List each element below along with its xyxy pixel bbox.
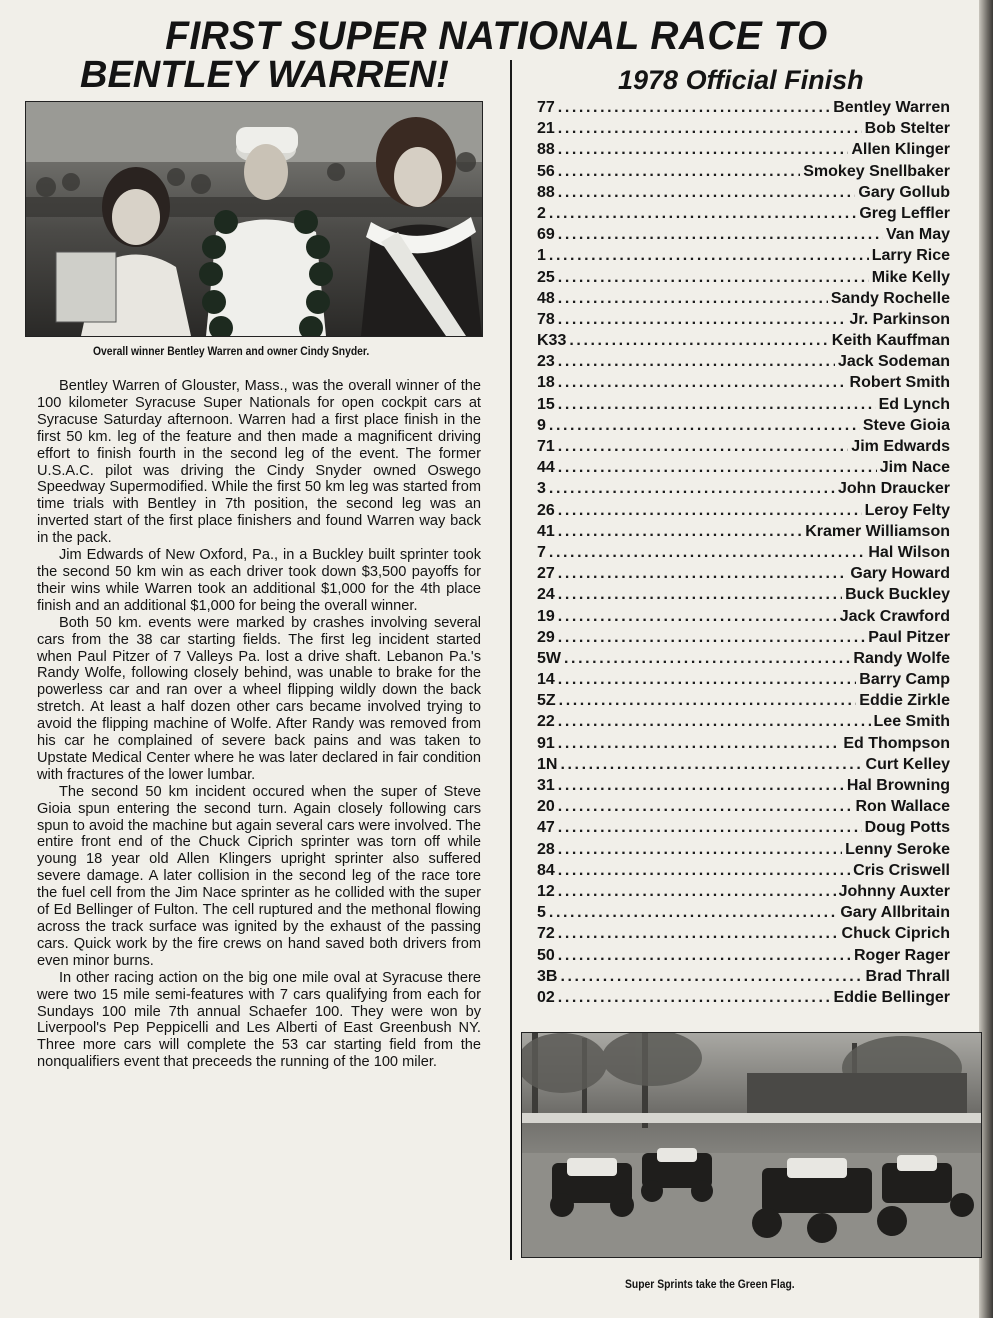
article-paragraph: Both 50 km. events were marked by crashes involving several cars from the 38 car starting fields. The first leg incident started when Paul Pitzer of 7 Valleys Pa. lost a drive shaft. Lebanon Pa.'s Randy Wolfe, following closely behind, was unable to brake for the powerless car and ran over a wheel flipping wildly down the back stretch. At least a half dozen other cars became involved trying to avoid the flipping machine of Wolfe. After Randy was removed from his car he complained of severe back pains and was taken to Upstate Medical Center where he was later declared in fair condition with fractures of the lower lumbar. — [37, 614, 481, 783]
driver-name: Jim Edwards — [851, 438, 950, 455]
dot-leader — [569, 330, 828, 351]
dot-leader — [560, 966, 862, 987]
car-number: 22 — [537, 713, 555, 731]
finish-entry — [537, 733, 950, 754]
dot-leader — [559, 690, 857, 711]
dot-leader — [558, 817, 862, 838]
car-number: 84 — [537, 861, 555, 879]
dot-leader — [549, 415, 860, 436]
dot-leader — [558, 118, 862, 139]
driver-name: Smokey Snellbaker — [803, 162, 950, 180]
finish-entry — [537, 860, 950, 881]
dot-leader — [558, 224, 883, 245]
finish-entry — [537, 245, 950, 266]
finish-entry — [537, 330, 950, 351]
driver-name: Van May — [885, 226, 950, 244]
finish-entry — [537, 563, 950, 584]
driver-name: Kramer Williamson — [805, 522, 950, 540]
driver-name: Cris Criswell — [853, 861, 950, 879]
car-number: 50 — [537, 946, 555, 964]
finish-entry — [537, 372, 950, 393]
finish-entry — [537, 775, 950, 796]
car-number: 23 — [537, 353, 555, 371]
car-number: 27 — [537, 565, 555, 583]
finish-entry — [537, 923, 950, 944]
finish-entry — [537, 839, 950, 860]
dot-leader — [558, 945, 851, 966]
finish-entry — [537, 500, 950, 521]
car-number: 29 — [537, 628, 555, 646]
finish-entry — [537, 288, 950, 309]
driver-name: Buck Buckley — [845, 586, 950, 604]
dot-leader — [560, 754, 862, 775]
finish-entry — [537, 139, 950, 160]
car-number: 31 — [537, 777, 555, 794]
car-number: 1 — [537, 247, 546, 265]
driver-name: John Draucker — [837, 480, 950, 498]
finish-entry — [537, 817, 950, 838]
article-paragraph: Bentley Warren of Glouster, Mass., was the overall winner of the 100 kilometer Syracuse Super Nationals for open cockpit cars at Syracuse Saturday afternoon. Warren had a first place finish in the first 50 km. leg of the feature and then made a magnificent driving effort to finish fourth in the second leg of the event. The former U.S.A.C. pilot was driving the Cindy Snyder owned Oswego Speedway Supermodified. While the first 50 km leg was started from time trials with Bentley in 7th position, the second leg was an inverted start of the first place finishers and found Warren way back in the pack. — [37, 378, 481, 547]
car-number: 3 — [537, 480, 546, 498]
car-number: 14 — [537, 671, 555, 689]
dot-leader — [558, 97, 830, 118]
car-number: 18 — [537, 374, 555, 392]
driver-name: Hal Wilson — [868, 543, 950, 561]
car-number: 47 — [537, 819, 555, 837]
finish-entry — [537, 394, 950, 415]
car-number: 5Z — [537, 692, 556, 710]
dot-leader — [558, 860, 850, 881]
car-number: 15 — [537, 395, 555, 413]
dot-leader — [558, 881, 836, 902]
dot-leader — [558, 584, 842, 605]
car-number: 26 — [537, 501, 555, 519]
finish-entry — [537, 669, 950, 690]
car-number: 71 — [537, 438, 555, 455]
finish-entry — [537, 267, 950, 288]
finish-entry — [537, 902, 950, 923]
dot-leader — [558, 182, 856, 203]
car-number: 1N — [537, 755, 558, 773]
dot-leader — [558, 796, 853, 817]
driver-name: Eddie Zirkle — [859, 692, 950, 710]
car-number: 78 — [537, 310, 555, 328]
driver-name: Ed Lynch — [878, 395, 950, 413]
article-paragraph: The second 50 km incident occured when the super of Steve Gioia spun entering the second turn. Again closely following cars spun to avoid the machine but again several cars were involved. The entire front end of the Chuck Ciprich sprinter was torn off while young 18 year old Allen Klingers upright sprinter also suffered severe damage. A later collision in the second leg of the race tore the fuel cell from the Jim Nace sprinter as he collided with the super of Ed Bellinger of Fulton. The cell ruptured and the methonal flowing across the track surface was ignited by the exhaust of the passing cars. Quick work by the fire crews on hand saved both drivers from even minor burns. — [37, 783, 481, 969]
driver-name: Mike Kelly — [871, 268, 950, 286]
car-number: 88 — [537, 141, 555, 159]
finish-entry — [537, 945, 950, 966]
driver-name: Jack Sodeman — [837, 353, 950, 371]
driver-name: Keith Kauffman — [831, 332, 950, 350]
driver-name: Ed Thompson — [843, 734, 950, 752]
driver-name: Steve Gioia — [862, 416, 950, 434]
dot-leader — [558, 775, 844, 796]
car-number: 5W — [537, 649, 561, 667]
driver-name: Gary Gollub — [858, 183, 950, 201]
car-number: 69 — [537, 226, 555, 244]
driver-name: Chuck Ciprich — [841, 925, 950, 943]
car-number: 9 — [537, 416, 546, 434]
finish-entry — [537, 97, 950, 118]
article-paragraph: In other racing action on the big one mile oval at Syracuse there were two 15 mile semi-features with 7 cars qualifying from each for Sundays 100 mile 7th annual Schaefer 100. They were won by Liverpool's Pep Peppicelli and Les Alberti of East Greenbush NY. Three more cars will complete the 53 car starting field from the nonqualifiers event that preceeds the running of the 100 miler. — [37, 969, 481, 1071]
car-number: 19 — [537, 607, 555, 625]
dot-leader — [558, 372, 847, 393]
car-number: 72 — [537, 925, 555, 943]
car-number: 24 — [537, 586, 555, 604]
car-number: 48 — [537, 289, 555, 307]
dot-leader — [549, 245, 869, 266]
car-number: 3B — [537, 967, 558, 985]
car-number: 56 — [537, 162, 555, 180]
dot-leader — [558, 987, 831, 1008]
finish-entry — [537, 351, 950, 372]
official-finish-list — [537, 97, 950, 1008]
dot-leader — [558, 309, 847, 330]
finish-entry — [537, 966, 950, 987]
dot-leader — [558, 563, 848, 584]
car-number: 44 — [537, 459, 555, 477]
dot-leader — [549, 203, 856, 224]
finish-entry — [537, 754, 950, 775]
driver-name: Bob Stelter — [864, 120, 950, 138]
finish-entry — [537, 478, 950, 499]
driver-name: Jr. Parkinson — [849, 310, 950, 328]
race-start-photo-illustration — [522, 1033, 981, 1257]
driver-name: Hal Browning — [846, 777, 950, 794]
dot-leader — [558, 627, 865, 648]
dot-leader — [558, 923, 839, 944]
driver-name: Gary Howard — [850, 565, 950, 583]
car-number: K33 — [537, 332, 567, 350]
driver-name: Paul Pitzer — [868, 628, 950, 646]
finish-entry — [537, 161, 950, 182]
finish-entry — [537, 987, 950, 1008]
car-number: 41 — [537, 522, 555, 540]
finish-entry — [537, 711, 950, 732]
finish-entry — [537, 648, 950, 669]
dot-leader — [564, 648, 850, 669]
finish-entry — [537, 224, 950, 245]
dot-leader — [558, 733, 841, 754]
finish-entry — [537, 584, 950, 605]
driver-name: Randy Wolfe — [853, 649, 950, 667]
finish-entry — [537, 309, 950, 330]
dot-leader — [558, 288, 828, 309]
car-number: 2 — [537, 204, 546, 222]
driver-name: Gary Allbritain — [840, 904, 950, 922]
car-number: 5 — [537, 904, 546, 922]
finish-entry — [537, 606, 950, 627]
winner-photo-illustration — [26, 102, 482, 336]
dot-leader — [558, 436, 849, 457]
dot-leader — [558, 500, 862, 521]
official-finish-title: 1978 Official Finish — [618, 65, 864, 95]
driver-name: Lee Smith — [873, 713, 950, 731]
car-number: 7 — [537, 543, 546, 561]
article-body — [37, 378, 481, 1071]
driver-name: Larry Rice — [871, 247, 950, 265]
driver-name: Bentley Warren — [833, 99, 950, 116]
driver-name: Doug Potts — [864, 819, 950, 837]
finish-entry — [537, 521, 950, 542]
dot-leader — [558, 267, 869, 288]
driver-name: Curt Kelley — [865, 755, 950, 773]
finish-entry — [537, 457, 950, 478]
dot-leader — [558, 161, 800, 182]
driver-name: Robert Smith — [849, 374, 950, 392]
dot-leader — [558, 606, 837, 627]
race-start-photo-caption: Super Sprints take the Green Flag. — [625, 1279, 795, 1291]
car-number: 21 — [537, 120, 555, 138]
dot-leader — [558, 457, 877, 478]
driver-name: Roger Rager — [853, 946, 950, 964]
headline-line-2: BENTLEY WARREN! — [80, 54, 449, 96]
car-number: 88 — [537, 183, 555, 201]
driver-name: Jim Nace — [879, 459, 950, 477]
finish-entry — [537, 182, 950, 203]
car-number: 02 — [537, 988, 555, 1006]
dot-leader — [558, 669, 857, 690]
finish-entry — [537, 118, 950, 139]
car-number: 91 — [537, 734, 555, 752]
dot-leader — [558, 139, 849, 160]
dot-leader — [558, 711, 871, 732]
driver-name: Greg Leffler — [859, 204, 950, 222]
finish-entry — [537, 690, 950, 711]
finish-entry — [537, 627, 950, 648]
driver-name: Sandy Rochelle — [830, 289, 950, 307]
finish-entry — [537, 436, 950, 457]
car-number: 77 — [537, 99, 555, 116]
car-number: 12 — [537, 882, 555, 900]
dot-leader — [558, 521, 802, 542]
car-number: 20 — [537, 798, 555, 816]
driver-name: Brad Thrall — [865, 967, 950, 985]
dot-leader — [549, 902, 837, 923]
driver-name: Leroy Felty — [864, 501, 950, 519]
dot-leader — [558, 394, 876, 415]
dot-leader — [558, 839, 842, 860]
winner-photo — [25, 101, 483, 337]
dot-leader — [558, 351, 835, 372]
finish-entry — [537, 542, 950, 563]
headline-line-1: FIRST SUPER NATIONAL RACE TO — [165, 14, 828, 58]
driver-name: Jack Crawford — [839, 607, 950, 625]
finish-entry — [537, 415, 950, 436]
driver-name: Eddie Bellinger — [833, 988, 950, 1006]
driver-name: Barry Camp — [859, 671, 950, 689]
race-start-photo — [521, 1032, 982, 1258]
driver-name: Ron Wallace — [855, 798, 950, 816]
dot-leader — [549, 478, 835, 499]
finish-entry — [537, 796, 950, 817]
driver-name: Johnny Auxter — [838, 882, 950, 900]
article-paragraph: Jim Edwards of New Oxford, Pa., in a Buckley built sprinter took the second 50 km win as each driver took down $3,500 payoffs for their wins while Warren took an additional $1,000 for the 4th place finish and an additional $1,000 for being the overall winner. — [37, 547, 481, 614]
winner-photo-caption: Overall winner Bentley Warren and owner Cindy Snyder. — [93, 346, 370, 358]
column-divider — [510, 60, 512, 1260]
dot-leader — [549, 542, 865, 563]
driver-name: Lenny Seroke — [845, 840, 950, 858]
car-number: 28 — [537, 840, 555, 858]
finish-entry — [537, 881, 950, 902]
car-number: 25 — [537, 268, 555, 286]
finish-entry — [537, 203, 950, 224]
driver-name: Allen Klinger — [851, 141, 950, 159]
